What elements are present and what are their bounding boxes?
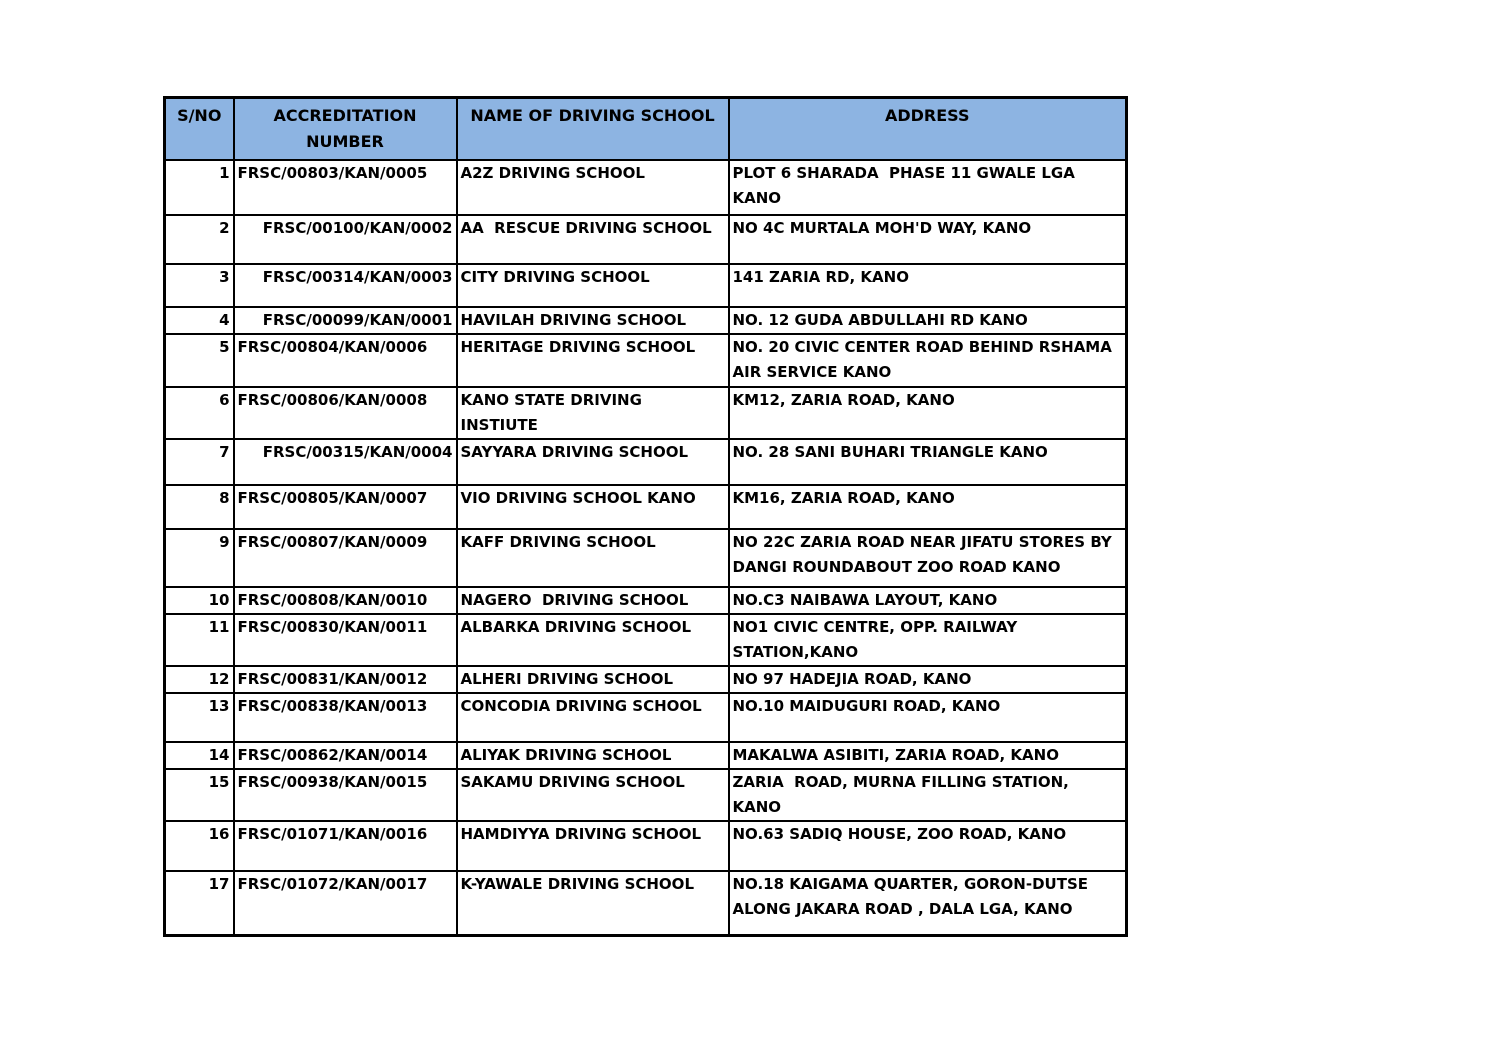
row-school-name-cell: ALHERI DRIVING SCHOOL xyxy=(457,666,729,693)
row-sno-cell: 1 xyxy=(165,160,234,215)
table-row xyxy=(165,334,1127,387)
row-sno-cell: 6 xyxy=(165,387,234,439)
row-school-name-cell: CITY DRIVING SCHOOL xyxy=(457,264,729,307)
row-accreditation-cell: FRSC/00838/KAN/0013 xyxy=(234,693,457,742)
row-school-name-cell: AA RESCUE DRIVING SCHOOL xyxy=(457,215,729,264)
table-row xyxy=(165,529,1127,587)
table-row xyxy=(165,693,1127,742)
table-row xyxy=(165,160,1127,215)
row-address-cell: NO. 28 SANI BUHARI TRIANGLE KANO xyxy=(729,439,1127,485)
row-school-name-cell: HAVILAH DRIVING SCHOOL xyxy=(457,307,729,334)
row-accreditation-cell: FRSC/01071/KAN/0016 xyxy=(234,821,457,871)
row-address-cell: PLOT 6 SHARADA PHASE 11 GWALE LGA KANO xyxy=(729,160,1127,215)
row-address-cell: 141 ZARIA RD, KANO xyxy=(729,264,1127,307)
row-school-name-cell: CONCODIA DRIVING SCHOOL xyxy=(457,693,729,742)
row-school-name-cell: ALBARKA DRIVING SCHOOL xyxy=(457,614,729,666)
row-accreditation-cell: FRSC/00938/KAN/0015 xyxy=(234,769,457,821)
row-accreditation-cell: FRSC/00099/KAN/0001 xyxy=(234,307,457,334)
table-row xyxy=(165,821,1127,871)
row-sno-cell: 17 xyxy=(165,871,234,936)
table-row xyxy=(165,439,1127,485)
table-row xyxy=(165,485,1127,529)
row-sno-cell: 3 xyxy=(165,264,234,307)
table-row xyxy=(165,614,1127,666)
table-header-row xyxy=(165,98,1127,160)
row-sno-cell: 7 xyxy=(165,439,234,485)
table-row xyxy=(165,215,1127,264)
row-accreditation-cell: FRSC/00807/KAN/0009 xyxy=(234,529,457,587)
table-row xyxy=(165,742,1127,769)
table-row xyxy=(165,871,1127,936)
row-sno-cell: 8 xyxy=(165,485,234,529)
row-sno-cell: 16 xyxy=(165,821,234,871)
row-sno-cell: 11 xyxy=(165,614,234,666)
table-row xyxy=(165,307,1127,334)
row-sno-cell: 12 xyxy=(165,666,234,693)
table-row xyxy=(165,666,1127,693)
row-accreditation-cell: FRSC/00804/KAN/0006 xyxy=(234,334,457,387)
row-school-name-cell: ALIYAK DRIVING SCHOOL xyxy=(457,742,729,769)
row-sno-cell: 5 xyxy=(165,334,234,387)
row-school-name-cell: KANO STATE DRIVING INSTIUTE xyxy=(457,387,729,439)
table-row xyxy=(165,387,1127,439)
row-school-name-cell: HAMDIYYA DRIVING SCHOOL xyxy=(457,821,729,871)
row-address-cell: NO 97 HADEJIA ROAD, KANO xyxy=(729,666,1127,693)
table-row xyxy=(165,264,1127,307)
row-school-name-cell: SAKAMU DRIVING SCHOOL xyxy=(457,769,729,821)
row-address-cell: NO.63 SADIQ HOUSE, ZOO ROAD, KANO xyxy=(729,821,1127,871)
row-school-name-cell: NAGERO DRIVING SCHOOL xyxy=(457,587,729,614)
row-sno-cell: 10 xyxy=(165,587,234,614)
row-address-cell: MAKALWA ASIBITI, ZARIA ROAD, KANO xyxy=(729,742,1127,769)
column-header-address: ADDRESS xyxy=(729,98,1127,160)
row-school-name-cell: VIO DRIVING SCHOOL KANO xyxy=(457,485,729,529)
row-address-cell: NO 4C MURTALA MOH'D WAY, KANO xyxy=(729,215,1127,264)
row-address-cell: NO1 CIVIC CENTRE, OPP. RAILWAY STATION,KANO xyxy=(729,614,1127,666)
row-accreditation-cell: FRSC/01072/KAN/0017 xyxy=(234,871,457,936)
row-sno-cell: 9 xyxy=(165,529,234,587)
column-header-name: NAME OF DRIVING SCHOOL xyxy=(457,98,729,160)
row-sno-cell: 13 xyxy=(165,693,234,742)
document-page xyxy=(163,96,1128,937)
row-accreditation-cell: FRSC/00806/KAN/0008 xyxy=(234,387,457,439)
row-address-cell: NO.10 MAIDUGURI ROAD, KANO xyxy=(729,693,1127,742)
row-sno-cell: 2 xyxy=(165,215,234,264)
row-accreditation-cell: FRSC/00314/KAN/0003 xyxy=(234,264,457,307)
table-row xyxy=(165,587,1127,614)
row-school-name-cell: KAFF DRIVING SCHOOL xyxy=(457,529,729,587)
table-row xyxy=(165,769,1127,821)
row-address-cell: NO.C3 NAIBAWA LAYOUT, KANO xyxy=(729,587,1127,614)
row-accreditation-cell: FRSC/00803/KAN/0005 xyxy=(234,160,457,215)
row-school-name-cell: SAYYARA DRIVING SCHOOL xyxy=(457,439,729,485)
row-sno-cell: 14 xyxy=(165,742,234,769)
table-body xyxy=(165,160,1127,936)
row-accreditation-cell: FRSC/00862/KAN/0014 xyxy=(234,742,457,769)
row-address-cell: NO. 20 CIVIC CENTER ROAD BEHIND RSHAMA AIR SERVICE KANO xyxy=(729,334,1127,387)
row-sno-cell: 15 xyxy=(165,769,234,821)
row-address-cell: NO.18 KAIGAMA QUARTER, GORON-DUTSE ALONG JAKARA ROAD , DALA LGA, KANO xyxy=(729,871,1127,936)
row-accreditation-cell: FRSC/00100/KAN/0002 xyxy=(234,215,457,264)
row-accreditation-cell: FRSC/00808/KAN/0010 xyxy=(234,587,457,614)
row-school-name-cell: HERITAGE DRIVING SCHOOL xyxy=(457,334,729,387)
row-accreditation-cell: FRSC/00831/KAN/0012 xyxy=(234,666,457,693)
driving-schools-table xyxy=(163,96,1128,937)
row-accreditation-cell: FRSC/00830/KAN/0011 xyxy=(234,614,457,666)
row-school-name-cell: K-YAWALE DRIVING SCHOOL xyxy=(457,871,729,936)
row-address-cell: KM16, ZARIA ROAD, KANO xyxy=(729,485,1127,529)
row-address-cell: NO. 12 GUDA ABDULLAHI RD KANO xyxy=(729,307,1127,334)
column-header-accreditation: ACCREDITATION NUMBER xyxy=(234,98,457,160)
row-address-cell: ZARIA ROAD, MURNA FILLING STATION, KANO xyxy=(729,769,1127,821)
row-school-name-cell: A2Z DRIVING SCHOOL xyxy=(457,160,729,215)
row-accreditation-cell: FRSC/00805/KAN/0007 xyxy=(234,485,457,529)
row-address-cell: KM12, ZARIA ROAD, KANO xyxy=(729,387,1127,439)
column-header-sno: S/NO xyxy=(165,98,234,160)
row-address-cell: NO 22C ZARIA ROAD NEAR JIFATU STORES BY DANGI ROUNDABOUT ZOO ROAD KANO xyxy=(729,529,1127,587)
row-accreditation-cell: FRSC/00315/KAN/0004 xyxy=(234,439,457,485)
row-sno-cell: 4 xyxy=(165,307,234,334)
